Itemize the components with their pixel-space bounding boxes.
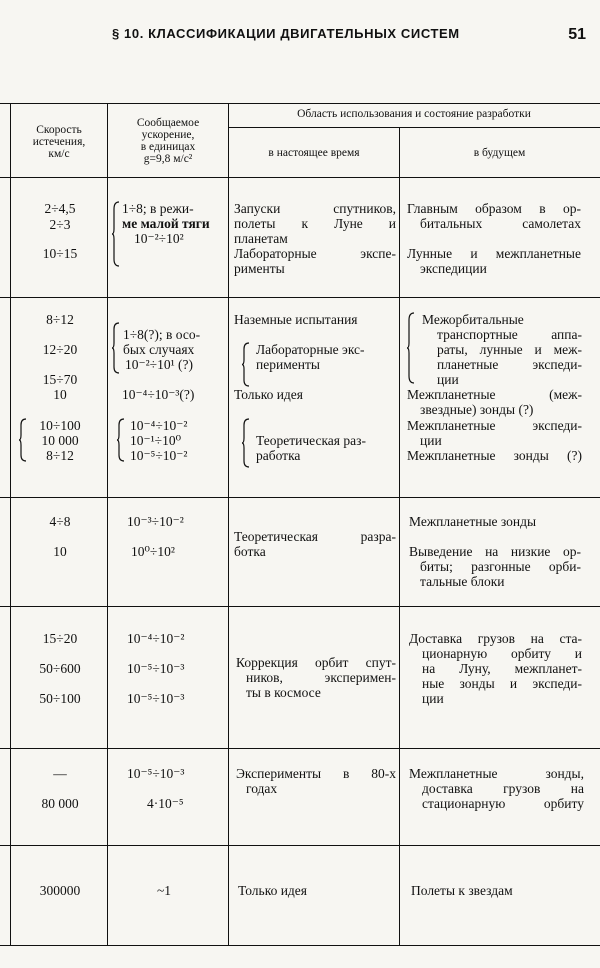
present-text: Коррекция орбит спут- <box>236 655 396 670</box>
present-text: Лабораторные экспе- <box>234 246 396 261</box>
header-future: в будущем <box>473 147 526 159</box>
brace-left <box>112 201 120 267</box>
future-text: Выведение на низкие ор- <box>409 544 581 559</box>
present-text: ты в космосе <box>246 685 321 700</box>
future-text: Межпланетные (меж- <box>407 387 582 402</box>
header-split-rule <box>228 127 600 128</box>
acceleration-value: 4·10⁻⁵ <box>147 796 184 811</box>
brace-left <box>407 312 415 384</box>
velocity-value: 80 000 <box>41 796 79 811</box>
acceleration-value: ~1 <box>157 883 172 898</box>
present-text: Запуски спутников, <box>234 201 396 216</box>
velocity-value: 2÷4,5 <box>44 201 76 216</box>
velocity-value: 15÷70 <box>42 372 78 387</box>
column-border <box>399 127 400 945</box>
row-divider <box>0 497 600 498</box>
acceleration-value: 10⁻⁴÷10⁻² <box>127 631 185 646</box>
future-text: Межпланетные экспеди- <box>407 418 582 433</box>
future-text: раты, лунные и меж- <box>437 342 582 357</box>
velocity-value: 8÷12 <box>46 448 74 463</box>
acceleration-value: 10⁻¹÷10⁰ <box>130 433 181 448</box>
future-text: стационарную орбиту <box>422 796 584 811</box>
acceleration-value: 1÷8(?); в осо- <box>123 327 201 342</box>
acceleration-value: 10⁻³÷10⁻² <box>127 514 184 529</box>
future-text: биты; разгонные орби- <box>420 559 581 574</box>
header-present: в настоящее время <box>268 147 360 159</box>
table-bottom-rule <box>0 945 600 946</box>
velocity-value: 10÷100 <box>39 418 81 433</box>
acceleration-value: ме малой тяги <box>122 216 210 231</box>
brace-left <box>117 418 125 462</box>
present-text: Наземные испытания <box>234 312 358 327</box>
future-text: ции <box>420 433 442 448</box>
future-text: ные зонды и экспеди- <box>422 676 582 691</box>
velocity-value: 12÷20 <box>42 342 78 357</box>
future-text: транспортные аппа- <box>437 327 582 342</box>
future-text: звездные) зонды (?) <box>420 402 534 417</box>
header-bottom-rule <box>0 177 600 178</box>
future-text: Межпланетные зонды (?) <box>407 448 582 463</box>
column-border <box>107 103 108 945</box>
brace-left <box>242 418 250 468</box>
future-text: ции <box>437 372 459 387</box>
future-text: тальные блоки <box>420 574 505 589</box>
acceleration-value: 1÷8; в режи- <box>122 201 194 216</box>
future-text: Доставка грузов на ста- <box>409 631 582 646</box>
future-text: Главным образом в ор- <box>407 201 581 216</box>
row-divider <box>0 845 600 846</box>
present-text: Теоретическая раз- <box>256 433 366 448</box>
acceleration-value: 10⁻⁵÷10⁻³ <box>127 661 185 676</box>
acceleration-value: 10⁻⁵÷10⁻³ <box>127 691 185 706</box>
velocity-value: 10÷15 <box>42 246 78 261</box>
table-top-rule <box>0 103 600 104</box>
future-text: Межпланетные зонды <box>409 514 537 529</box>
present-text: Только идея <box>238 883 307 898</box>
future-text: на Луну, межпланет- <box>422 661 582 676</box>
present-text: перименты <box>256 357 320 372</box>
present-text: Лабораторные экс- <box>256 342 365 357</box>
row-divider <box>0 748 600 749</box>
velocity-value: 15÷20 <box>42 631 78 646</box>
future-text: Межорбитальные <box>422 312 524 327</box>
acceleration-value: бых случаях <box>123 342 195 357</box>
future-text: ции <box>422 691 444 706</box>
velocity-value: — <box>53 766 67 781</box>
present-text: работка <box>256 448 301 463</box>
present-text: Только идея <box>234 387 303 402</box>
velocity-value: 300000 <box>39 883 81 898</box>
brace-left <box>112 322 120 374</box>
present-text: ников, эксперимен- <box>246 670 396 685</box>
acceleration-value: 10⁻⁵÷10⁻³ <box>127 766 185 781</box>
section-title: § 10. КЛАССИФИКАЦИИ ДВИГАТЕЛЬНЫХ СИСТЕМ <box>112 26 460 41</box>
future-text: Лунные и межпланетные <box>407 246 581 261</box>
velocity-value: 2÷3 <box>49 217 71 232</box>
velocity-value: 8÷12 <box>46 312 74 327</box>
future-text: Межпланетные зонды, <box>409 766 584 781</box>
row-divider <box>0 297 600 298</box>
present-text: годах <box>246 781 278 796</box>
row-divider <box>0 606 600 607</box>
page-header <box>0 24 600 48</box>
velocity-value: 50÷600 <box>39 661 81 676</box>
acceleration-value: 10⁻⁴÷10⁻² <box>130 418 188 433</box>
future-text: битальных самолетах <box>420 216 581 231</box>
present-text: Теоретическая разра- <box>234 529 396 544</box>
velocity-value: 50÷100 <box>39 691 81 706</box>
acceleration-value: 10⁻²÷10¹ (?) <box>125 357 193 372</box>
acceleration-value: 10⁰÷10² <box>131 544 175 559</box>
acceleration-value: 10⁻²÷10² <box>134 231 184 246</box>
velocity-value: 10 <box>53 544 67 559</box>
acceleration-value: 10⁻⁴÷10⁻³(?) <box>122 387 195 402</box>
velocity-value: 4÷8 <box>49 514 71 529</box>
page-number: 51 <box>568 26 586 43</box>
header-usage-area: Область использования и состояние разработки <box>297 108 531 120</box>
present-text: полеты к Луне и <box>234 216 396 231</box>
column-border <box>10 103 11 945</box>
velocity-value: 10 <box>53 387 67 402</box>
present-text: Эксперименты в 80-х <box>236 766 396 781</box>
present-text: рименты <box>234 261 285 276</box>
brace-left <box>242 342 250 387</box>
present-text: планетам <box>234 231 288 246</box>
present-text: ботка <box>234 544 266 559</box>
acceleration-value: 10⁻⁵÷10⁻² <box>130 448 188 463</box>
future-text: Полеты к звездам <box>411 883 513 898</box>
future-text: ционарную орбиту и <box>422 646 582 661</box>
velocity-value: 10 000 <box>41 433 79 448</box>
header-acceleration: Сообщаемое ускорение, в единицах g=9,8 м/с² <box>136 117 200 165</box>
future-text: планетные экспеди- <box>437 357 582 372</box>
future-text: экспедиции <box>420 261 487 276</box>
future-text: доставка грузов на <box>422 781 584 796</box>
header-velocity: Скорость истечения, км/с <box>32 124 86 160</box>
column-border <box>228 103 229 945</box>
